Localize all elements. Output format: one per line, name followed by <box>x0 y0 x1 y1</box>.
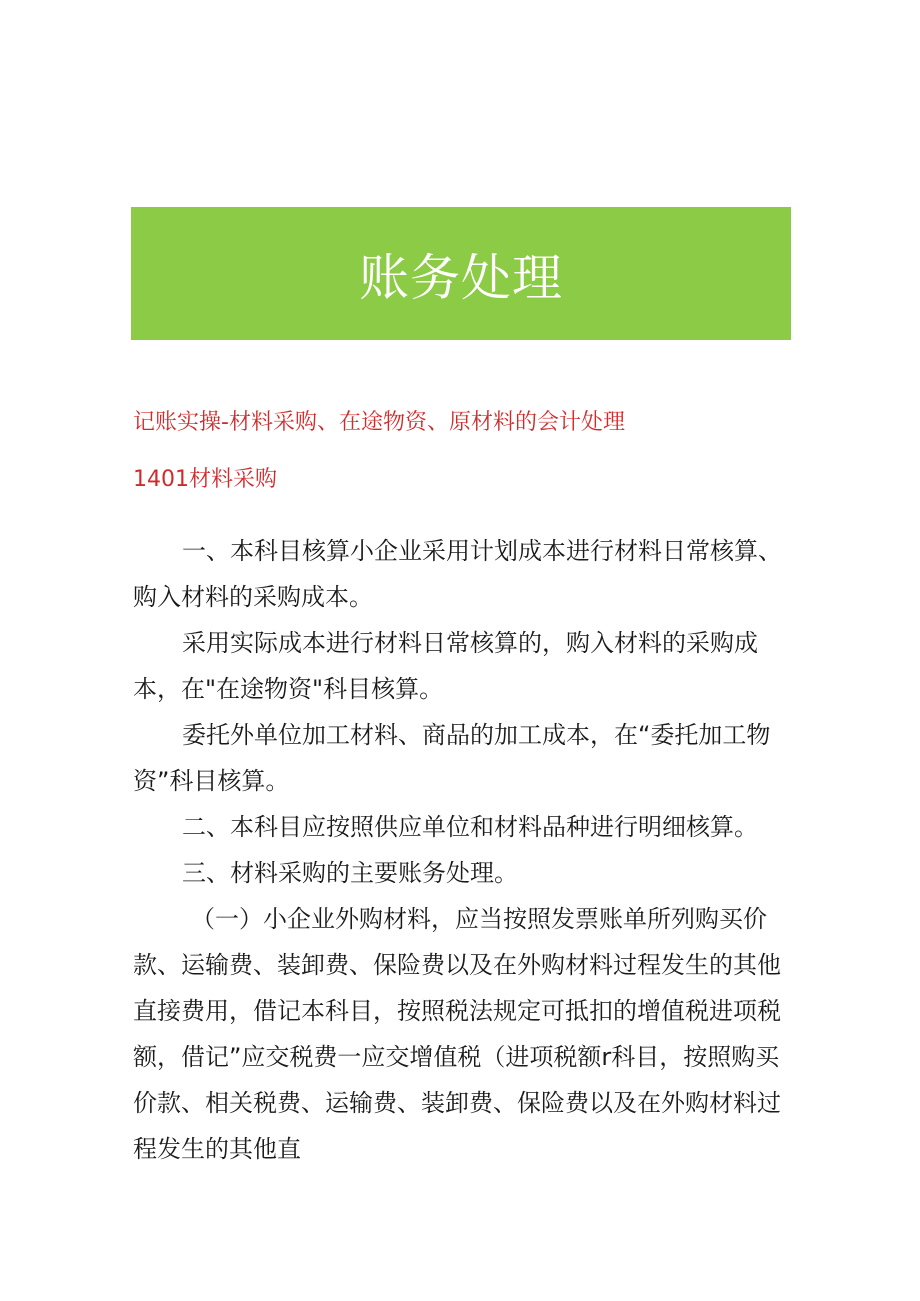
section-subtitle: 记账实操-材料采购、在途物资、原材料的会计处理 <box>133 410 625 435</box>
document-body <box>133 528 793 1172</box>
title-banner <box>131 207 791 340</box>
paragraph-4: 二、本科目应按照供应单位和材料品种进行明细核算。 <box>182 813 758 841</box>
page-title: 账务处理 <box>359 248 563 307</box>
paragraph-1: 一、本科目核算小企业采用计划成本进行材料日常核算、购入材料的采购成本。 <box>133 537 782 611</box>
account-code-heading: 1401材料采购 <box>133 467 277 492</box>
paragraph-6: （一）小企业外购材料，应当按照发票账单所列购买价款、运输费、装卸费、保险费以及在外购材料过程发生的其他直接费用，借记本科目，按照税法规定可抵扣的增值税进项税额，借记”应交税费一应交增值税（进项税额r科目，按照购买价款、相关税费、运输费、装卸费、保险费以及在外购材料过程发生的其他直 <box>133 905 781 1163</box>
paragraph-2: 采用实际成本进行材料日常核算的，购入材料的采购成本，在"在途物资"科目核算。 <box>133 629 758 703</box>
paragraph-5: 三、材料采购的主要账务处理。 <box>182 859 518 887</box>
paragraph-3: 委托外单位加工材料、商品的加工成本，在“委托加工物资”科目核算。 <box>133 721 771 795</box>
